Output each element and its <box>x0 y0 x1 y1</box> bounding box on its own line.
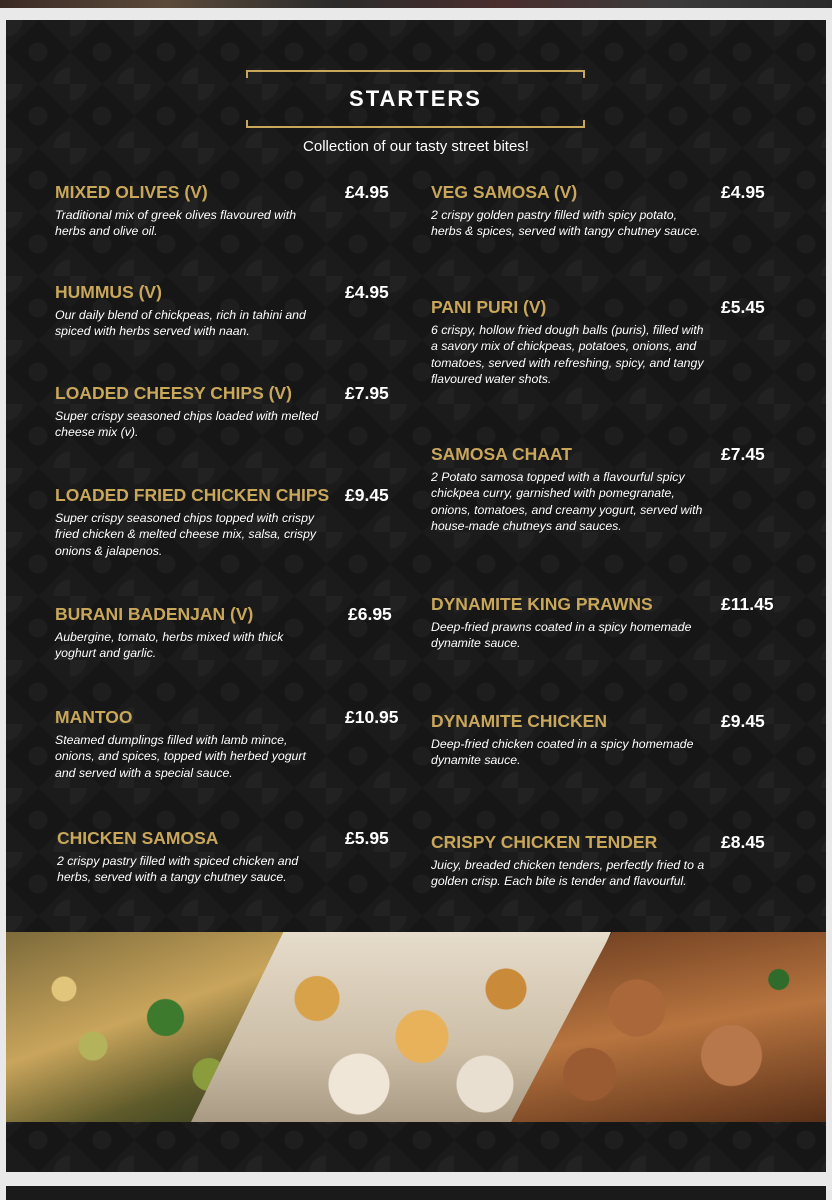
item-description: Steamed dumplings filled with lamb mince, onions, and spices, topped with herbed yogurt and served with a special sauce. <box>55 733 306 780</box>
item-name: PANI PURI (V) <box>431 297 547 317</box>
item-description: 6 crispy, hollow fried dough balls (puris), filled with a savory mix of chickpeas, potatoes, onions, and tomatoes, served with refreshing, spicy, and tangy flavoured water shots. <box>431 323 704 386</box>
item-price: £7.95 <box>345 383 389 403</box>
item-description: Aubergine, tomato, herbs mixed with thick yoghurt and garlic. <box>55 630 284 661</box>
item-name: MANTOO <box>55 707 133 727</box>
item-description: Deep-fried chicken coated in a spicy homemade dynamite sauce. <box>431 737 694 768</box>
item-description: Super crispy seasoned chips loaded with melted cheese mix (v). <box>55 409 319 440</box>
item-name: MIXED OLIVES (V) <box>55 182 208 202</box>
item-price: £4.95 <box>345 282 389 302</box>
menu-page <box>6 20 826 1172</box>
page-title: STARTERS <box>349 86 482 111</box>
page-subtitle: Collection of our tasty street bites! <box>303 138 529 155</box>
item-price: £11.45 <box>721 594 774 614</box>
previous-page-edge <box>0 0 832 8</box>
item-name: CRISPY CHICKEN TENDER <box>431 832 658 852</box>
item-price: £8.45 <box>721 832 765 852</box>
next-page-edge <box>6 1186 826 1200</box>
item-price: £5.95 <box>345 828 389 848</box>
item-name: LOADED FRIED CHICKEN CHIPS <box>55 485 330 505</box>
item-price: £10.95 <box>345 707 399 727</box>
frame-corner <box>246 120 248 128</box>
item-name: BURANI BADENJAN (V) <box>55 604 254 624</box>
item-description: Our daily blend of chickpeas, rich in tahini and spiced with herbs served with naan. <box>55 308 306 339</box>
item-price: £4.95 <box>721 182 765 202</box>
item-name: LOADED CHEESY CHIPS (V) <box>55 383 292 403</box>
food-photo-strip <box>6 932 826 1122</box>
frame-corner <box>583 70 585 78</box>
item-name: HUMMUS (V) <box>55 282 162 302</box>
title-frame <box>246 70 585 128</box>
frame-corner <box>246 70 248 78</box>
frame-corner <box>583 120 585 128</box>
title-frame-bottom-line <box>246 126 585 128</box>
item-description: 2 crispy pastry filled with spiced chicken and herbs, served with a tangy chutney sauce. <box>57 854 299 885</box>
item-price: £9.45 <box>345 485 389 505</box>
item-description: Deep-fried prawns coated in a spicy homemade dynamite sauce. <box>431 620 692 651</box>
item-price: £5.45 <box>721 297 765 317</box>
item-description: Juicy, breaded chicken tenders, perfectly fried to a golden crisp. Each bite is tender and flavourful. <box>431 858 705 889</box>
item-price: £9.45 <box>721 711 765 731</box>
item-name: SAMOSA CHAAT <box>431 444 572 464</box>
item-name: VEG SAMOSA (V) <box>431 182 578 202</box>
item-name: DYNAMITE KING PRAWNS <box>431 594 653 614</box>
item-price: £6.95 <box>348 604 392 624</box>
item-description: 2 Potato samosa topped with a flavourful spicy chickpea curry, garnished with pomegranate, onions, tomatoes, and creamy yogurt, served with house-made chutneys and sauces. <box>431 470 703 533</box>
item-price: £4.95 <box>345 182 389 202</box>
title-frame-top-line <box>246 70 585 72</box>
item-price: £7.45 <box>721 444 765 464</box>
item-description: 2 crispy golden pastry filled with spicy potato, herbs & spices, served with tangy chutney sauce. <box>431 208 701 239</box>
item-description: Traditional mix of greek olives flavoured with herbs and olive oil. <box>55 208 297 239</box>
item-name: DYNAMITE CHICKEN <box>431 711 607 731</box>
item-description: Super crispy seasoned chips topped with crispy fried chicken & melted cheese mix, salsa, crispy onions & jalapenos. <box>55 511 317 558</box>
item-name: CHICKEN SAMOSA <box>57 828 219 848</box>
